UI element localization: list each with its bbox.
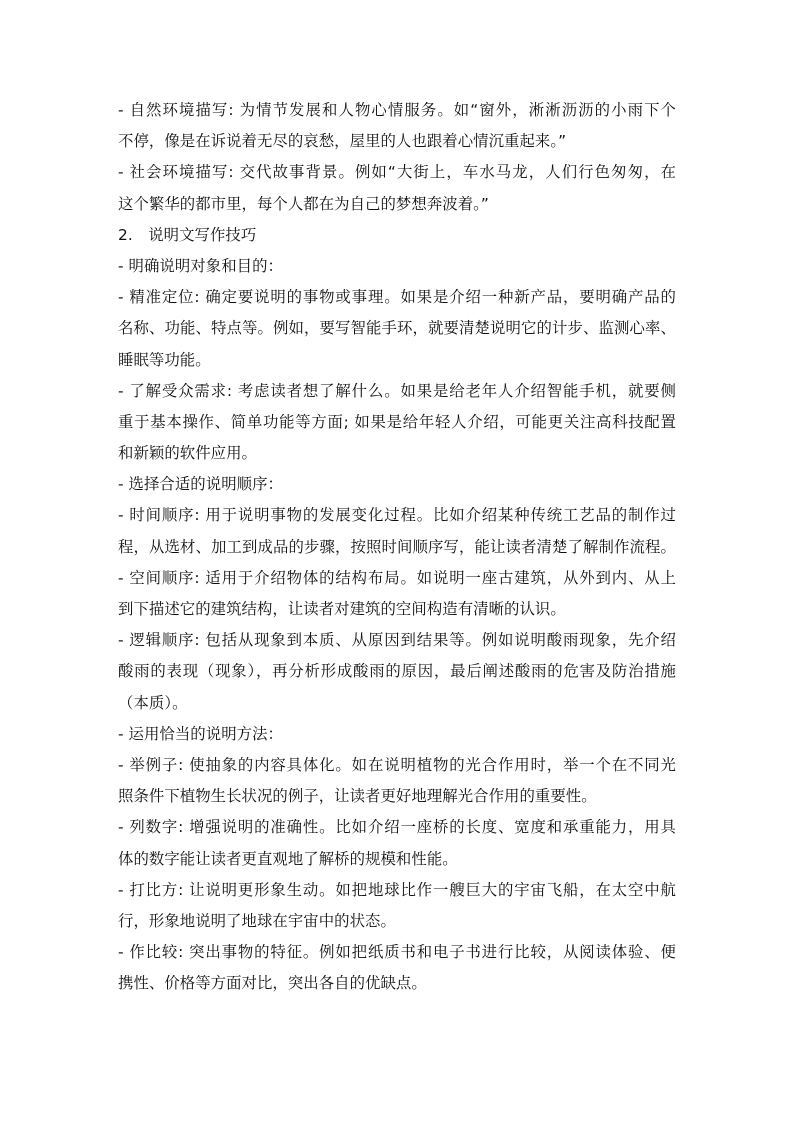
text-line: 程，从选材、加工到成品的步骤，按照时间顺序写，能让读者清楚了解制作流程。	[118, 537, 676, 556]
text-line: 体的数字能让读者更直观地了解桥的规模和性能。	[118, 849, 458, 868]
text-line: - 逻辑顺序: 包括从现象到本质、从原因到结果等。例如说明酸雨现象，先介绍	[118, 631, 676, 650]
text-line: 名称、功能、特点等。例如，要写智能手环，就要清楚说明它的计步、监测心率、	[118, 319, 676, 338]
text-line: （本质）。	[118, 693, 188, 712]
text-line: 到下描述它的建筑结构，让读者对建筑的空间构造有清晰的认识。	[118, 600, 566, 618]
text-line: - 运用恰当的说明方法：	[118, 724, 283, 743]
text-line: 和新颖的软件应用。	[118, 444, 257, 463]
document-body	[118, 95, 676, 999]
text-line: - 社会环境描写: 交代故事背景。例如“大街上，车水马龙，人们行色匆匆，在	[118, 163, 676, 182]
text-line: 睡眠等功能。	[118, 350, 211, 369]
text-line: - 作比较: 突出事物的特征。例如把纸质书和电子书进行比较，从阅读体验、便	[118, 943, 676, 962]
text-line: - 举例子: 使抽象的内容具体化。如在说明植物的光合作用时，举一个在不同光	[118, 755, 676, 774]
text-line: - 列数字: 增强说明的准确性。比如介绍一座桥的长度、宽度和承重能力，用具	[118, 818, 676, 837]
text-line: - 自然环境描写: 为情节发展和人物心情服务。如“窗外，淅淅沥沥的小雨下个	[118, 101, 676, 119]
text-line: 这个繁华的都市里，每个人都在为自己的梦想奔波着。”	[118, 194, 489, 213]
text-line: - 空间顺序: 适用于介绍物体的结构布局。如说明一座古建筑，从外到内、从上	[118, 568, 676, 587]
text-line: 携性、价格等方面对比，突出各自的优缺点。	[118, 974, 427, 993]
text-line: 行，形象地说明了地球在宇宙中的状态。	[118, 911, 396, 930]
text-line: 2. 说明文写作技巧	[118, 225, 257, 244]
text-line: - 了解受众需求: 考虑读者想了解什么。如果是给老年人介绍智能手机，就要侧	[118, 381, 676, 400]
text-line: - 打比方: 让说明更形象生动。如把地球比作一艘巨大的宇宙飞船，在太空中航	[118, 880, 676, 899]
text-line: - 时间顺序: 用于说明事物的发展变化过程。比如介绍某种传统工艺品的制作过	[118, 506, 676, 525]
text-line: 不停，像是在诉说着无尽的哀愁，屋里的人也跟着心情沉重起来。”	[118, 132, 567, 151]
text-line: - 精准定位: 确定要说明的事物或事理。如果是介绍一种新产品，要明确产品的	[118, 288, 676, 307]
text-line: - 明确说明对象和目的：	[118, 256, 283, 275]
text-line: 照条件下植物生长状况的例子，让读者更好地理解光合作用的重要性。	[118, 787, 597, 806]
text-line: - 选择合适的说明顺序：	[118, 475, 283, 494]
text-line: 重于基本操作、简单功能等方面; 如果是给年轻人介绍，可能更关注高科技配置	[118, 412, 676, 431]
text-line: 酸雨的表现（现象），再分析形成酸雨的原因，最后阐述酸雨的危害及防治措施	[118, 662, 676, 681]
